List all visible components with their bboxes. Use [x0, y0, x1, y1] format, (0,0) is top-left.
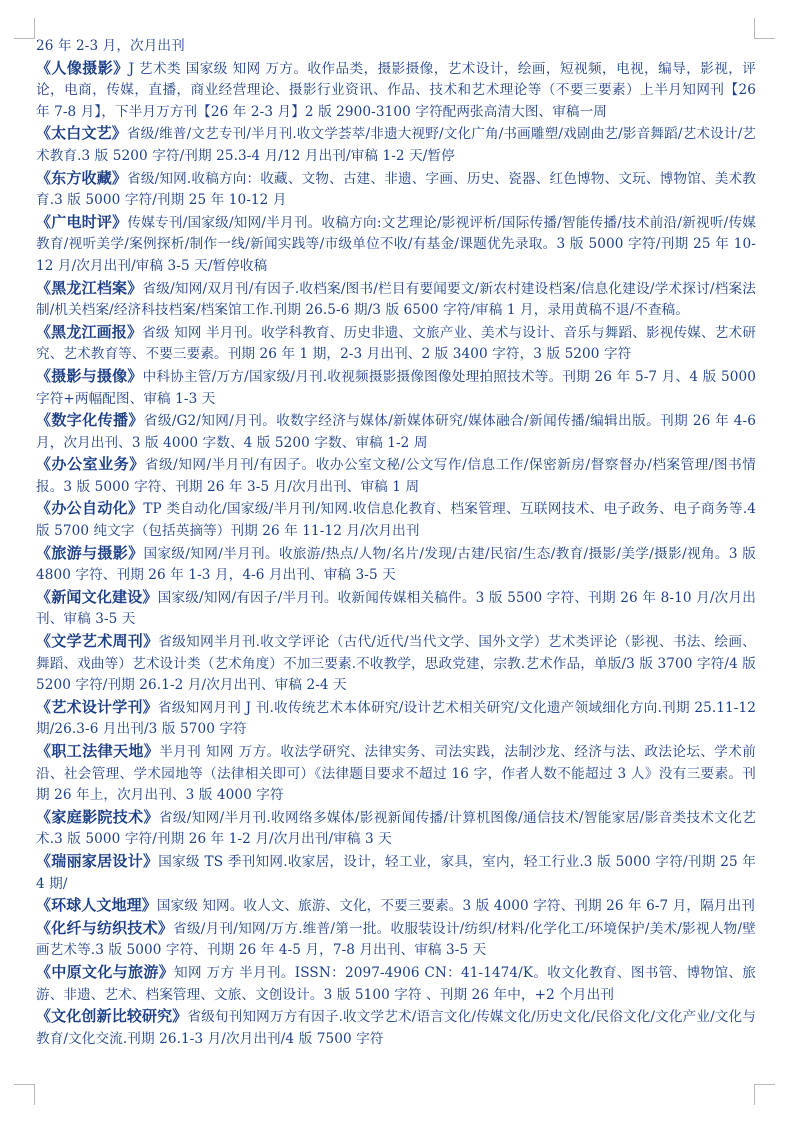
journal-entry [36, 498, 756, 542]
journal-title: 《新闻文化建设》 [36, 587, 158, 606]
journal-title: 《文学艺术周刊》 [36, 632, 159, 651]
journal-title: 《家庭影院技术》 [36, 807, 159, 826]
journal-title: 《艺术设计学刊》 [36, 697, 158, 716]
journal-entry [36, 587, 756, 631]
journal-entry [36, 918, 756, 962]
journal-entry [36, 962, 756, 1006]
page-corner-mark-bottom-right [754, 1084, 775, 1105]
journal-title: 《摄影与摄像》 [36, 366, 143, 385]
journal-details: 国家级/知网/半月刊。收旅游/热点/人物/名片/发现/古建/民宿/生态/教育/摄影/美学/摄影/视角。3 版 4800 字符、刊期 26 年 1-3 月，4-6 月出刊、审稿 3-5 天 [36, 545, 756, 584]
page-corner-mark-bottom-left [14, 1084, 35, 1105]
journal-title: 《人像摄影》 [36, 58, 129, 77]
journal-details: 省级/月刊/知网/万方.维普/第一批。收服装设计/纺织/材料/化学化工/环境保护/美术/影视人物/壁画艺术等.3 版 5000 字符、刊期 26 年 4-5 月，7-8 月出刊、审稿 3-5 天 [36, 920, 756, 959]
journal-entry [36, 697, 756, 741]
journal-entry [36, 212, 756, 278]
journal-entry [36, 1006, 756, 1050]
journal-details: 半月刊 知网 万方。收法学研究、法律实务、司法实践，法制沙龙、经济与法、政法论坛、学术前沿、社会管理、学术园地等（法律相关即可）《法律题目要求不超过 16 字，作者人数不能超过 3 人》没有三要素。刊期 26 年上，次月出刊、3 版 4000 字符 [36, 744, 756, 804]
journal-entry [36, 895, 756, 918]
journal-entry [36, 851, 756, 895]
page-corner-mark-top-left [14, 18, 35, 39]
journal-details: 省级知网月刊 J 刊.收传统艺术本体研究/设计艺术相关研究/文化遗产领域细化方向.刊期 25.11-12 期/26.3-6 月出刊/3 版 5700 字符 [36, 699, 756, 738]
journal-title: 《瑞丽家居设计》 [36, 851, 159, 870]
opening-line: 26 年 2-3 月，次月出刊 [36, 38, 185, 54]
journal-title: 《化纤与纺织技术》 [36, 918, 174, 937]
journal-details: 省级/G2/知网/月刊。收数字经济与媒体/新媒体研究/媒体融合/新闻传播/编辑出版。刊期 26 年 4-6 月，次月出刊、3 版 4000 字数、4 版 5200 字数、审稿 1-2 周 [36, 413, 756, 451]
journal-details: 中科协主管/万方/国家级/月刊.收视频摄影摄像图像处理拍照技术等。刊期 26 年 5-7 月、4 版 5000 字符+两幅配图、审稿 1-3 天 [36, 368, 756, 407]
journal-details: 国家级 TS 季刊知网.收家居，设计，轻工业，家具，室内，轻工行业.3 版 5000 字符/刊期 25 年 4 期/ [36, 853, 756, 892]
journal-entry [36, 322, 756, 366]
journal-details: 省级/维普/文艺专刊/半月刊.收文学荟萃/非遗大视野/文化广角/书画雕塑/戏剧曲艺/影音舞蹈/艺术设计/艺术教育.3 版 5200 字符/刊期 25.3-4 月/12 月出刊/审稿 1-2 天/暂停 [36, 126, 756, 164]
journal-title: 《环球人文地理》 [36, 896, 157, 915]
journal-details: 省级/知网/双月刊/有因子.收档案/图书/栏目有要闻要文/新农村建设档案/信息化建设/学术探讨/档案法制/机关档案/经济科技档案/档案馆工作.刊期 26.5-6 期/3 版 6500 字符/审稿 1 月，录用黄稿不退/不查稿。 [36, 280, 757, 319]
journal-details: 省级/知网/半月刊/有因子。收办公室文秘/公文写作/信息工作/保密新房/督察督办/档案管理/图书情报。3 版 5000 字符、刊期 26 年 3-5 月/次月出刊、审稿 1 周 [36, 457, 756, 495]
document-body [36, 36, 756, 1050]
journal-title: 《黑龙江画报》 [36, 322, 143, 341]
journal-title: 《数字化传播》 [36, 411, 144, 430]
journal-title: 《办公室业务》 [36, 455, 145, 474]
journal-details: 省级/知网/半月刊.收网络多媒体/影视新闻传播/计算机图像/通信技术/智能家居/影音类技术文化艺术.3 版 5000 字符/刊期 26 年 1-2 月/次月出刊/审稿 3 天 [36, 809, 756, 848]
journal-entry [36, 58, 756, 124]
journal-details: 省级旬刊知网万方有因子.收文学艺术/语言文化/传媒文化/历史文化/民俗文化/文化产业/文化与教育/文化交流.刊期 26.1-3 月/次月出刊/4 版 7500 字符 [36, 1009, 756, 1047]
journal-details: 省级 知网 半月刊。收学科教育、历史非遗、文旅产业、美术与设计、音乐与舞蹈、影视传媒、艺术研究、艺术教育等、不要三要素。刊期 26 年 1 期，2-3 月出刊、2 版 3400 字符，3 版 5200 字符 [36, 324, 757, 363]
journal-entry [36, 123, 756, 167]
journal-title: 《东方收藏》 [36, 168, 128, 187]
journal-title: 《广电时评》 [36, 212, 128, 231]
journal-details: 省级知网半月刊.收文学评论（古代/近代/当代文学、国外文学）艺术类评论（影视、书法、绘画、舞蹈、戏曲等）艺术设计类（艺术角度）不加三要素.不收教学，思政党建，宗教.艺术作品，单版/3 版 3700 字符/4 版 5200 字符/刊期 26.1-2 月/次月出刊、审稿 2-4 天 [36, 634, 756, 694]
journal-title: 《办公自动化》 [36, 499, 144, 518]
journal-title: 《黑龙江档案》 [36, 278, 143, 297]
journal-title: 《中原文化与旅游》 [36, 962, 175, 981]
journal-entry [36, 454, 756, 498]
journal-details: 省级/知网.收稿方向：收藏、文物、古建、非遗、字画、历史、瓷器、红色博物、文玩、博物馆、美术教育.3 版 5000 字符/刊期 25 年 10-12 月 [36, 170, 756, 209]
journal-entry [36, 741, 756, 807]
page-corner-mark-top-right [754, 18, 775, 39]
journal-title: 《旅游与摄影》 [36, 543, 144, 562]
journal-entry [36, 410, 756, 454]
journal-entry [36, 631, 756, 697]
journal-entry [36, 543, 756, 587]
journal-details: 知网 万方 半月刊。ISSN：2097-4906 CN：41-1474/K。收文化教育、图书管、博物馆、旅游、非遗、艺术、档案管理、文旅、文创设计。3 版 5100 字符 、刊期 26 年中，+2 个月出刊 [36, 964, 756, 1003]
journal-title: 《职工法律天地》 [36, 742, 160, 760]
journal-details: 传媒专刊/国家级/知网/半月刊。收稿方向:文艺理论/影视评析/国际传播/智能传播/技术前沿/新视听/传媒教育/视听美学/案例探析/制作一线/新闻实践等/市级单位不收/有基金/课题优先录取。3 版 5000 字符/刊期 25 年 10-12 月/次月出刊/审稿 3-5 天/暂停收稿 [36, 214, 756, 274]
journal-entry [36, 168, 756, 212]
journal-details: J 艺术类 国家级 知网 万方。收作品类，摄影摄像，艺术设计，绘画，短视频，电视，编导，影视，评论，电商，传媒，直播，商业经营理论、摄影行业资讯、作品、技术和艺术理论等（不要三要素）上半月知网刊【26 年 7-8 月】，下半月万方刊【26 年 2-3 月】2 版 2900-3100 字符配两张高清大图、审稿一周 [36, 60, 756, 120]
journal-entry [36, 366, 756, 410]
journal-title: 《太白文艺》 [36, 124, 127, 143]
journal-entry [36, 807, 756, 851]
journal-details: TP 类自动化/国家级/半月刊/知网.收信息化教育、档案管理、互联网技术、电子政务、电子商务等.4 版 5700 纯文字（包括英摘等）刊期 26 年 11-12 月/次月出刊 [36, 501, 756, 540]
journal-title: 《文化创新比较研究》 [36, 1007, 188, 1026]
journal-details: 国家级 知网。收人文、旅游、文化，不要三要素。3 版 4000 字符、刊期 26 年 6-7 月，隔月出刊 [156, 898, 755, 915]
journal-entry [36, 278, 756, 322]
journal-details: 国家级/知网/有因子/半月刊。收新闻传媒相关稿件。3 版 5500 字符、刊期 26 年 8-10 月/次月出刊、审稿 3-5 天 [36, 589, 756, 628]
